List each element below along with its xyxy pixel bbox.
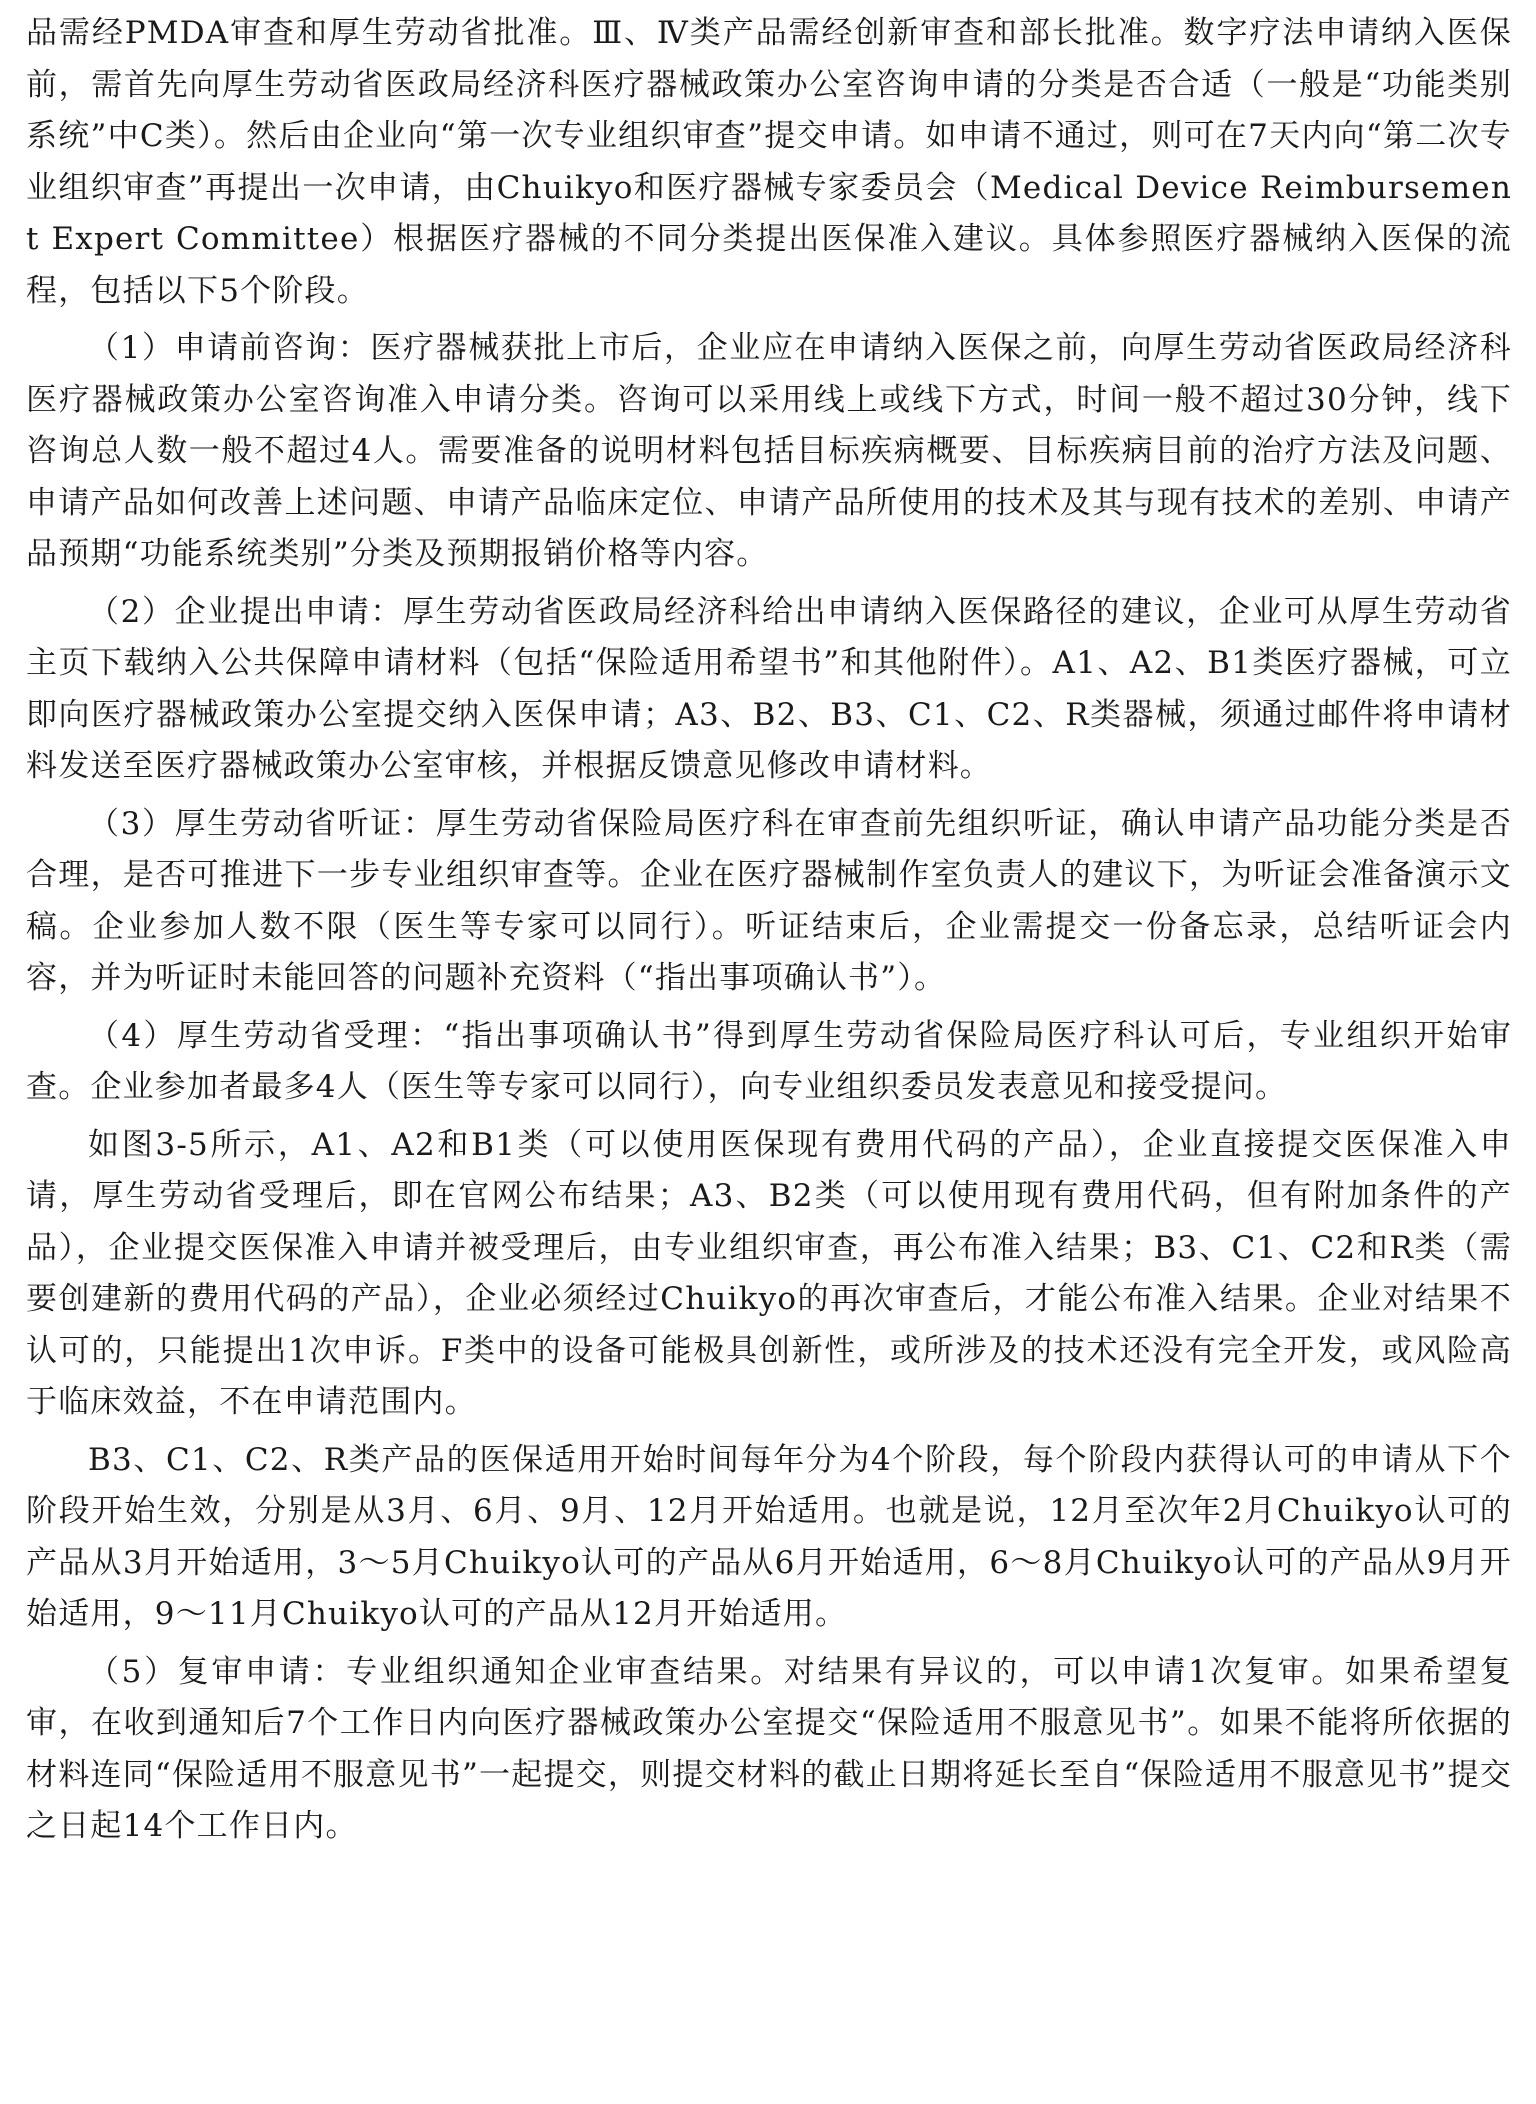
paragraph-intro-continued: 品需经PMDA审查和厚生劳动省批准。Ⅲ、Ⅳ类产品需经创新审查和部长批准。数字疗法申请纳入医保前，需首先向厚生劳动省医政局经济科医疗器械政策办公室咨询申请的分类是否合适（一般是“功能类别系统”中C类）。然后由企业向“第一次专业组织审查”提交申请。如申请不通过，则可在7天内向“第二次专业组织审查”再提出一次申请，由Chuikyo和医疗器械专家委员会（Medical Device Reimbursement Expert Committee）根据医疗器械的不同分类提出医保准入建议。具体参照医疗器械纳入医保的流程，包括以下5个阶段。 xyxy=(26,15,1512,309)
paragraph-figure-3-5-explanation: 如图3-5所示，A1、A2和B1类（可以使用医保现有费用代码的产品），企业直接提交医保准入申请，厚生劳动省受理后，即在官网公布结果；A3、B2类（可以使用现有费用代码，但有附加条件的产品），企业提交医保准入申请并被受理后，由专业组织审查，再公布准入结果；B3、C1、C2和R类（需要创建新的费用代码的产品），企业必须经过Chuikyo的再次审查后，才能公布准入结果。企业对结果不认可的，只能提出1次申诉。F类中的设备可能极具创新性，或所涉及的技术还没有完全开发，或风险高于临床效益，不在申请范围内。 xyxy=(26,1126,1512,1420)
document-page xyxy=(26,8,1512,1859)
paragraph-step-4-acceptance: （4）厚生劳动省受理：“指出事项确认书”得到厚生劳动省保险局医疗科认可后，专业组织开始审查。企业参加者最多4人（医生等专家可以同行），向专业组织委员发表意见和接受提问。 xyxy=(26,1017,1512,1105)
paragraph-step-3-hearing: （3）厚生劳动省听证：厚生劳动省保险局医疗科在审查前先组织听证，确认申请产品功能分类是否合理，是否可推进下一步专业组织审查等。企业在医疗器械制作室负责人的建议下，为听证会准备演示文稿。企业参加人数不限（医生等专家可以同行）。听证结束后，企业需提交一份备忘录，总结听证会内容，并为听证时未能回答的问题补充资料（“指出事项确认书”）。 xyxy=(26,805,1512,996)
paragraph-step-1-pre-consultation: （1）申请前咨询：医疗器械获批上市后，企业应在申请纳入医保之前，向厚生劳动省医政局经济科医疗器械政策办公室咨询准入申请分类。咨询可以采用线上或线下方式，时间一般不超过30分钟，线下咨询总人数一般不超过4人。需要准备的说明材料包括目标疾病概要、目标疾病目前的治疗方法及问题、申请产品如何改善上述问题、申请产品临床定位、申请产品所使用的技术及其与现有技术的差别、申请产品预期“功能系统类别”分类及预期报销价格等内容。 xyxy=(26,330,1512,572)
paragraph-step-2-application: （2）企业提出申请：厚生劳动省医政局经济科给出申请纳入医保路径的建议，企业可从厚生劳动省主页下载纳入公共保障申请材料（包括“保险适用希望书”和其他附件）。A1、A2、B1类医疗器械，可立即向医疗器械政策办公室提交纳入医保申请；A3、B2、B3、C1、C2、R类器械，须通过邮件将申请材料发送至医疗器械政策办公室审核，并根据反馈意见修改申请材料。 xyxy=(26,593,1512,784)
paragraph-step-5-reexamination: （5）复审申请：专业组织通知企业审查结果。对结果有异议的，可以申请1次复审。如果希望复审，在收到通知后7个工作日内向医疗器械政策办公室提交“保险适用不服意见书”。如果不能将所依据的材料连同“保险适用不服意见书”一起提交，则提交材料的截止日期将延长至自“保险适用不服意见书”提交之日起14个工作日内。 xyxy=(26,1653,1512,1844)
paragraph-reimbursement-timing: B3、C1、C2、R类产品的医保适用开始时间每年分为4个阶段，每个阶段内获得认可的申请从下个阶段开始生效，分别是从3月、6月、9月、12月开始适用。也就是说，12月至次年2月Chuikyo认可的产品从3月开始适用，3～5月Chuikyo认可的产品从6月开始适用，6～8月Chuikyo认可的产品从9月开始适用，9～11月Chuikyo认可的产品从12月开始适用。 xyxy=(26,1441,1512,1632)
